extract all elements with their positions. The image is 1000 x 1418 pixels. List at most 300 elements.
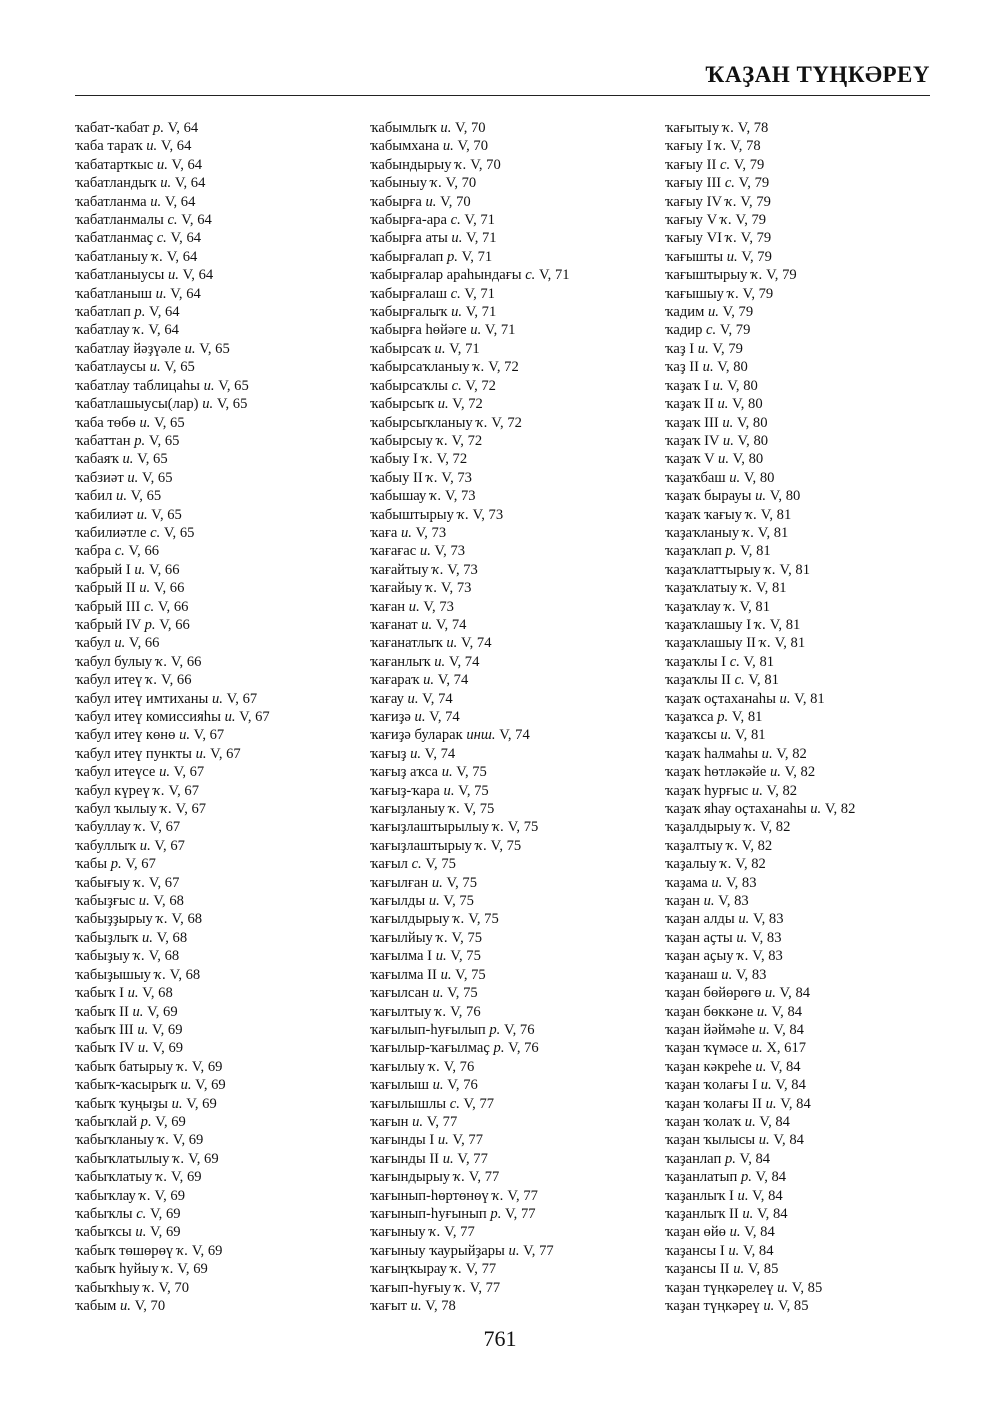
entry-volume-page: V, 82	[824, 801, 856, 818]
entry-volume-page: V, 64	[174, 175, 206, 192]
entry-volume-page: X, 617	[766, 1040, 807, 1057]
entry-headword: ҡабыҡһыу	[75, 1279, 140, 1296]
entry-part-of-speech: с.	[525, 267, 536, 284]
index-entry	[370, 266, 570, 284]
entry-volume-page: V, 64	[182, 267, 214, 284]
entry-part-of-speech: ҡ.	[429, 1224, 441, 1241]
entry-volume-page: V, 75	[507, 819, 539, 836]
page-number: 761	[483, 1326, 517, 1351]
entry-volume-page: V, 78	[730, 138, 761, 155]
index-entry	[665, 855, 855, 873]
entry-volume-page: V, 82	[766, 782, 798, 799]
entry-volume-page: V, 85	[791, 1279, 823, 1296]
index-entry	[75, 874, 270, 892]
entry-part-of-speech: ҡ.	[155, 653, 168, 670]
entry-headword: ҡабрый I	[75, 561, 131, 578]
entry-headword: ҡағылйыу	[370, 929, 433, 946]
index-entry	[370, 137, 570, 155]
index-entry	[370, 395, 570, 413]
entry-volume-page: V, 81	[779, 561, 811, 578]
entry-headword: ҡағынды I	[370, 1132, 435, 1149]
entry-headword: ҡаҙан ҡылысы	[665, 1132, 756, 1149]
entry-headword: ҡабатлашыусы(лар)	[75, 396, 199, 413]
entry-part-of-speech: ҡ.	[744, 819, 757, 836]
header-rule	[75, 95, 930, 96]
entry-part-of-speech: ҡ.	[454, 1279, 467, 1296]
entry-part-of-speech: ҡ.	[453, 911, 465, 928]
entry-volume-page: V, 73	[423, 598, 454, 615]
entry-volume-page: V, 66	[148, 561, 180, 578]
entry-headword: ҡабилиәт	[75, 506, 134, 523]
index-entry	[370, 966, 570, 984]
entry-part-of-speech: и.	[224, 709, 236, 725]
entry-headword: ҡаҙаҡ I	[665, 377, 709, 394]
entry-volume-page: V, 81	[743, 653, 775, 670]
entry-volume-page: V, 65	[218, 377, 249, 394]
entry-part-of-speech: и.	[736, 929, 748, 946]
entry-headword: ҡабыҡланыу	[75, 1132, 155, 1149]
entry-volume-page: V, 76	[447, 1077, 478, 1094]
entry-headword: ҡаҙан	[665, 893, 700, 910]
entry-volume-page: V, 80	[732, 396, 763, 413]
entry-volume-page: V, 75	[458, 782, 489, 799]
entry-volume-page: V, 77	[463, 1095, 495, 1112]
entry-part-of-speech: ҡ.	[430, 175, 443, 192]
entry-headword: ҡаҙаҡлаттырыу	[665, 561, 761, 578]
index-entry	[665, 285, 855, 303]
index-entry	[370, 1223, 570, 1241]
entry-volume-page: V, 67	[239, 709, 270, 725]
entry-headword: ҡаҙаҡ бырауы	[665, 488, 752, 505]
entry-volume-page: V, 83	[718, 893, 749, 910]
entry-volume-page: V, 82	[784, 764, 816, 781]
entry-volume-page: V, 72	[465, 377, 496, 394]
entry-headword: ҡағылыш	[370, 1077, 429, 1094]
index-entry	[75, 671, 270, 689]
index-entry	[665, 119, 855, 137]
entry-part-of-speech: с.	[719, 156, 731, 173]
entry-headword: ҡабыҡ төшөрөү	[75, 1242, 174, 1259]
index-entry	[665, 137, 855, 155]
entry-part-of-speech: и.	[203, 377, 215, 394]
entry-headword: ҡаған	[370, 598, 406, 615]
entry-part-of-speech: ҡ.	[153, 782, 165, 799]
entry-part-of-speech: с.	[706, 322, 717, 339]
index-entry	[665, 1260, 855, 1278]
index-entry	[75, 818, 270, 836]
entry-volume-page: V, 69	[170, 1169, 202, 1186]
entry-volume-page: V, 76	[443, 1058, 475, 1075]
index-entry	[665, 579, 855, 597]
entry-volume-page: V, 75	[443, 893, 474, 910]
entry-volume-page: V, 81	[794, 690, 825, 707]
entry-headword: ҡаҙан өйө	[665, 1224, 726, 1241]
entry-volume-page: V, 85	[777, 1298, 809, 1314]
entry-part-of-speech: и.	[419, 543, 431, 560]
index-entry	[665, 248, 855, 266]
entry-volume-page: V, 81	[739, 598, 771, 615]
index-entry	[370, 910, 570, 928]
entry-part-of-speech: с.	[156, 230, 167, 247]
entry-volume-page: V, 84	[739, 1150, 771, 1167]
entry-headword: ҡағыу II	[665, 156, 717, 173]
index-entry	[75, 395, 270, 413]
entry-volume-page: V, 76	[503, 1021, 535, 1038]
entry-volume-page: V, 67	[148, 874, 180, 891]
entry-volume-page: V, 72	[451, 432, 483, 449]
entry-part-of-speech: ҡ.	[155, 1169, 168, 1186]
index-entry	[665, 414, 855, 432]
index-entry	[370, 1058, 570, 1076]
entry-part-of-speech: с.	[451, 377, 462, 394]
entry-volume-page: V, 64	[167, 120, 199, 136]
entry-volume-page: V, 81	[774, 635, 806, 652]
entry-headword: ҡабатланмаҫ	[75, 230, 154, 247]
index-entry	[370, 285, 570, 303]
entry-part-of-speech: и.	[139, 580, 151, 597]
entry-volume-page: V, 77	[426, 1113, 458, 1130]
entry-headword: ҡаҙан бөйөрөгө	[665, 985, 762, 1002]
entry-part-of-speech: и.	[742, 1205, 754, 1222]
entry-volume-page: V, 79	[735, 212, 767, 229]
entry-volume-page: V, 68	[153, 893, 184, 910]
entry-headword: ҡабаттан	[75, 432, 131, 449]
entry-headword: ҡабыҡ I	[75, 985, 124, 1002]
entry-part-of-speech: и.	[136, 506, 148, 523]
entry-part-of-speech: р.	[134, 432, 146, 449]
entry-headword: ҡағайтыу	[370, 561, 429, 578]
entry-headword: ҡаҙаҡлап	[665, 543, 722, 560]
entry-part-of-speech: ҡ.	[759, 635, 771, 652]
entry-part-of-speech: ҡ.	[476, 414, 488, 431]
entry-headword: ҡағынды II	[370, 1150, 440, 1167]
entry-headword: ҡаҙаҡлы II	[665, 672, 731, 689]
entry-headword: ҡабыҡ III	[75, 1021, 134, 1038]
entry-headword: ҡабатарткыс	[75, 156, 154, 173]
entry-headword: ҡағанатлыҡ	[370, 635, 443, 652]
entry-part-of-speech: и.	[440, 120, 452, 136]
entry-volume-page: V, 66	[153, 580, 185, 597]
entry-part-of-speech: и.	[132, 1003, 144, 1020]
entry-headword: ҡабатлап	[75, 304, 131, 321]
entry-headword: ҡаҙан ҡолағы I	[665, 1077, 758, 1094]
index-entry	[665, 726, 855, 744]
index-entry	[665, 818, 855, 836]
entry-volume-page: V, 77	[465, 1261, 497, 1278]
entry-part-of-speech: и.	[139, 837, 151, 854]
entry-headword: ҡаҙансы II	[665, 1261, 730, 1278]
entry-headword: ҡағағас	[370, 543, 417, 560]
entry-volume-page: V, 84	[756, 1205, 788, 1222]
entry-headword: ҡабыу I	[370, 451, 418, 468]
index-entry	[665, 211, 855, 229]
entry-part-of-speech: ҡ.	[742, 524, 755, 541]
entry-headword: ҡабатлау	[75, 322, 130, 339]
entry-part-of-speech: р.	[447, 248, 458, 265]
entry-headword: ҡағылтыу	[370, 1003, 432, 1020]
index-entry	[370, 782, 570, 800]
entry-part-of-speech: с.	[449, 1095, 460, 1112]
entry-headword: ҡағыт	[370, 1298, 408, 1314]
index-entry	[370, 542, 570, 560]
entry-part-of-speech: и.	[195, 745, 207, 762]
entry-part-of-speech: и.	[139, 414, 151, 431]
entry-headword: ҡағыҙлаштырыу	[370, 837, 472, 854]
entry-part-of-speech: ҡ.	[720, 212, 732, 229]
index-entry	[370, 1039, 570, 1057]
index-entry	[665, 598, 855, 616]
entry-volume-page: V, 75	[447, 985, 478, 1002]
entry-headword: ҡағанат	[370, 616, 418, 633]
entry-headword: ҡаҙалдырыу	[665, 819, 742, 836]
entry-headword: ҡаҙаҡлашыу I	[665, 616, 752, 633]
entry-headword: ҡабул ҡылыу	[75, 801, 157, 818]
entry-part-of-speech: ҡ.	[139, 1187, 151, 1204]
entry-headword: ҡаҙаҡ ҡағыу	[665, 506, 743, 523]
entry-part-of-speech: р.	[144, 616, 156, 633]
index-entry	[370, 690, 570, 708]
entry-volume-page: V, 64	[148, 322, 179, 339]
index-entry	[75, 708, 270, 726]
index-entry	[370, 193, 570, 211]
entry-part-of-speech: ҡ.	[726, 837, 738, 854]
entry-part-of-speech: и.	[717, 396, 729, 413]
index-entry	[75, 156, 270, 174]
entry-part-of-speech: р.	[724, 1150, 736, 1167]
entry-headword: ҡабырға-ара	[370, 212, 447, 229]
entry-part-of-speech: ҡ.	[751, 267, 763, 284]
entry-headword: ҡаҙансы I	[665, 1242, 725, 1259]
index-entry	[75, 1058, 270, 1076]
entry-volume-page: V, 69	[154, 1187, 185, 1204]
entry-volume-page: V, 81	[748, 672, 779, 689]
entry-volume-page: V, 81	[731, 709, 763, 725]
entry-part-of-speech: и.	[412, 1113, 424, 1130]
entry-headword: ҡағышыу	[665, 285, 724, 302]
entry-part-of-speech: и.	[761, 745, 773, 762]
index-entry	[370, 800, 570, 818]
index-entry	[370, 119, 570, 137]
index-entry	[370, 1242, 570, 1260]
index-entry	[370, 1113, 570, 1131]
entry-part-of-speech: и.	[410, 745, 422, 762]
index-entry	[75, 561, 270, 579]
entry-part-of-speech: и.	[137, 1040, 149, 1057]
index-column-3	[665, 119, 855, 1315]
entry-part-of-speech: и.	[729, 1224, 741, 1241]
entry-headword: ҡабышау	[370, 488, 427, 505]
entry-part-of-speech: и.	[119, 1298, 131, 1314]
entry-volume-page: V, 69	[172, 1132, 204, 1149]
entry-headword: ҡабырғалар араһындағы	[370, 267, 522, 284]
index-entry	[665, 1021, 855, 1039]
index-entry	[665, 1223, 855, 1241]
index-entry	[75, 1205, 270, 1223]
entry-volume-page: V, 71	[484, 322, 516, 339]
entry-part-of-speech: ҡ.	[176, 1242, 189, 1259]
entry-headword: ҡағылсан	[370, 985, 429, 1002]
entry-headword: ҡабыҙҙырыу	[75, 911, 153, 928]
entry-volume-page: V, 80	[732, 451, 764, 468]
entry-part-of-speech: и.	[179, 727, 191, 744]
entry-volume-page: V, 72	[452, 396, 483, 413]
entry-volume-page: V, 65	[148, 432, 180, 449]
index-entry	[75, 303, 270, 321]
index-entry	[75, 947, 270, 965]
index-entry	[370, 837, 570, 855]
entry-volume-page: V, 64	[166, 248, 198, 265]
entry-volume-page: V, 84	[775, 1077, 806, 1094]
entry-headword: ҡаҙаҡбаш	[665, 469, 726, 486]
entry-part-of-speech: ҡ.	[428, 1058, 441, 1075]
entry-headword: ҡабилиәтле	[75, 524, 147, 541]
index-entry	[75, 634, 270, 652]
entry-headword: ҡағыу III	[665, 175, 722, 192]
entry-part-of-speech: и.	[728, 1242, 740, 1259]
entry-volume-page: V, 79	[766, 267, 797, 284]
entry-part-of-speech: и.	[212, 690, 223, 707]
index-entry	[370, 414, 570, 432]
entry-headword: ҡағылыр-ҡағылмаҫ	[370, 1040, 490, 1057]
index-entry	[665, 1168, 855, 1186]
entry-part-of-speech: ҡ.	[133, 874, 146, 891]
index-entry	[75, 1297, 270, 1315]
entry-headword: ҡабатланыш	[75, 285, 152, 302]
index-entry	[370, 1076, 570, 1094]
entry-part-of-speech: ҡ.	[764, 561, 776, 578]
index-entry	[665, 340, 855, 358]
entry-headword: ҡаба төбө	[75, 414, 136, 431]
entry-headword: ҡаҙанаш	[665, 966, 718, 983]
entry-volume-page: V, 64	[181, 212, 212, 229]
index-entry	[370, 303, 570, 321]
entry-volume-page: V, 65	[130, 488, 162, 505]
entry-headword: ҡабра	[75, 543, 112, 560]
index-entry	[665, 1131, 855, 1149]
entry-headword: ҡағылып-һуғылып	[370, 1021, 486, 1038]
entry-headword: ҡаҙанлыҡ II	[665, 1205, 739, 1222]
entry-headword: ҡағынып-һуғынып	[370, 1205, 487, 1222]
entry-volume-page: V, 84	[744, 1224, 775, 1241]
index-entry	[370, 432, 570, 450]
entry-headword: ҡабрый III	[75, 598, 141, 615]
index-entry	[75, 1113, 270, 1131]
index-entry	[75, 984, 270, 1002]
entry-part-of-speech: и.	[703, 893, 715, 910]
entry-headword: ҡағыу IV	[665, 193, 722, 210]
entry-headword: ҡағанлыҡ	[370, 653, 431, 670]
index-entry	[665, 1039, 855, 1057]
entry-part-of-speech: р.	[490, 1205, 502, 1222]
index-entry	[665, 395, 855, 413]
entry-volume-page: V, 71	[461, 248, 493, 265]
index-entry	[370, 487, 570, 505]
entry-volume-page: V, 69	[150, 1224, 181, 1241]
entry-volume-page: V, 68	[156, 929, 188, 946]
index-entry	[665, 193, 855, 211]
entry-part-of-speech: ҡ.	[430, 488, 442, 505]
entry-part-of-speech: ҡ.	[435, 1003, 447, 1020]
entry-headword: ҡаҙаҡ һөтләкәйе	[665, 764, 767, 781]
entry-part-of-speech: и.	[141, 929, 153, 946]
entry-headword: ҡаҙан йәймәһе	[665, 1021, 756, 1038]
index-entry	[370, 671, 570, 689]
entry-volume-page: V, 67	[193, 727, 225, 744]
index-entry	[75, 1168, 270, 1186]
entry-headword: ҡабыҙғыс	[75, 893, 136, 910]
index-entry	[665, 1242, 855, 1260]
index-entry	[75, 800, 270, 818]
entry-headword: ҡабырғалап	[370, 248, 444, 265]
entry-part-of-speech: и.	[138, 893, 150, 910]
index-entry	[665, 782, 855, 800]
index-entry	[370, 579, 570, 597]
index-entry	[665, 671, 855, 689]
entry-headword: ҡабырсыҡланыу	[370, 414, 473, 431]
entry-volume-page: V, 75	[450, 948, 481, 965]
entry-part-of-speech: ҡ.	[436, 929, 448, 946]
entry-volume-page: V, 64	[170, 285, 201, 302]
entry-part-of-speech: ҡ.	[133, 948, 145, 965]
entry-headword: ҡаҙан ҡолаҡ	[665, 1113, 742, 1130]
index-entry	[75, 211, 270, 229]
index-entry	[665, 634, 855, 652]
entry-headword: ҡаҙан аҫыу	[665, 948, 734, 965]
entry-volume-page: V, 84	[759, 1113, 790, 1130]
index-entry	[75, 579, 270, 597]
entry-part-of-speech: р.	[725, 543, 737, 560]
index-entry	[665, 1058, 855, 1076]
entry-headword: ҡаҙ I	[665, 340, 695, 357]
entry-headword: ҡаҙан алды	[665, 911, 735, 928]
entry-headword: ҡағыҙ аҡса	[370, 764, 439, 781]
index-entry	[75, 321, 270, 339]
entry-part-of-speech: и.	[135, 1224, 147, 1241]
index-entry	[370, 1260, 570, 1278]
entry-headword: ҡабатланыу	[75, 248, 149, 265]
entry-volume-page: V, 80	[727, 377, 758, 394]
entry-volume-page: V, 69	[152, 1040, 184, 1057]
index-entry	[75, 690, 270, 708]
entry-headword: ҡағайыу	[370, 580, 423, 597]
entry-headword: ҡабатлаусы	[75, 359, 146, 376]
entry-headword: ҡабыҡлы	[75, 1205, 133, 1222]
entry-volume-page: V, 64	[171, 156, 203, 173]
entry-volume-page: V, 80	[769, 488, 801, 505]
entry-volume-page: V, 72	[436, 451, 468, 468]
entry-volume-page: V, 70	[457, 138, 489, 155]
entry-volume-page: V, 74	[499, 727, 530, 744]
entry-volume-page: V, 67	[173, 764, 205, 781]
entry-volume-page: V, 67	[175, 801, 207, 818]
entry-volume-page: V, 65	[151, 506, 182, 523]
entry-part-of-speech: и.	[127, 985, 139, 1002]
entry-part-of-speech: и.	[116, 488, 127, 505]
index-entry	[370, 855, 570, 873]
entry-volume-page: V, 72	[491, 414, 522, 431]
entry-headword: ҡаҙалтыу	[665, 837, 723, 854]
entry-headword: ҡаҙан ҡолағы II	[665, 1095, 762, 1112]
entry-part-of-speech: ҡ.	[156, 911, 168, 928]
entry-headword: ҡаҙаҡ II	[665, 396, 714, 413]
entry-part-of-speech: и.	[114, 635, 126, 652]
entry-headword: ҡаҙама	[665, 874, 708, 891]
entry-part-of-speech: ҡ.	[720, 856, 732, 873]
entry-part-of-speech: и.	[764, 985, 776, 1002]
index-entry	[75, 1131, 270, 1149]
entry-part-of-speech: и.	[751, 782, 763, 799]
entry-part-of-speech: и.	[810, 801, 822, 818]
